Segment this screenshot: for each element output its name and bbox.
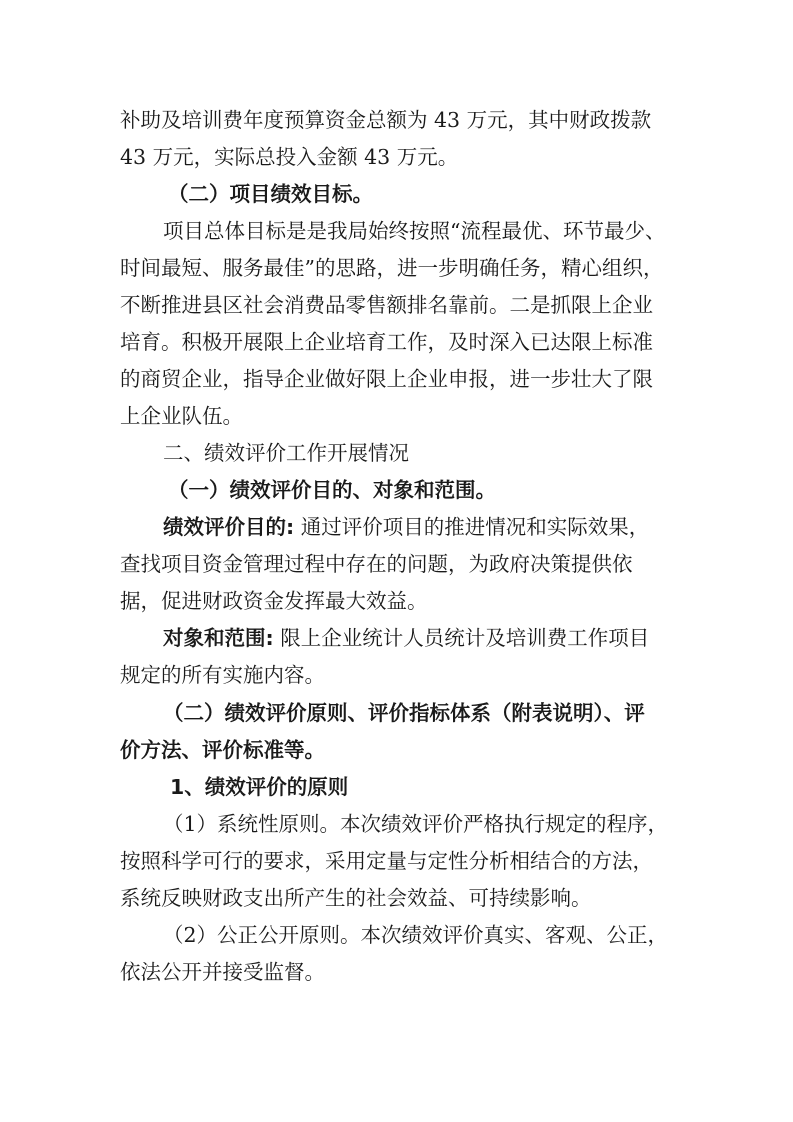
body-text-line: 按照科学可行的要求，采用定量与定性分析相结合的方法， xyxy=(120,849,653,873)
body-text-line: 不断推进县区社会消费品零售额排名靠前。二是抓限上企业 xyxy=(120,293,653,317)
purpose-paragraph-line xyxy=(163,509,649,545)
scope-paragraph-line xyxy=(163,620,649,656)
body-text-line: 查找项目资金管理过程中存在的问题，为政府决策提供依 xyxy=(120,552,633,576)
body-text-line: 据，促进财政资金发挥最大效益。 xyxy=(120,589,428,613)
chapter-heading: 二、绩效评价工作开展情况 xyxy=(163,441,409,465)
body-text-line: 43 万元，实际总投入金额 43 万元。 xyxy=(120,145,459,169)
scope-label: 对象和范围: xyxy=(163,626,274,650)
body-text-line: 的商贸企业，指导企业做好限上企业申报，进一步壮大了限 xyxy=(120,367,653,391)
purpose-text: 通过评价项目的推进情况和实际效果， xyxy=(300,515,650,539)
subsection-heading: 1、绩效评价的原则 xyxy=(170,775,349,799)
section-heading-continued: 价方法、评价标准等。 xyxy=(120,738,325,762)
section-heading: （二）项目绩效目标。 xyxy=(168,182,373,206)
body-text-line: 培育。积极开展限上企业培育工作，及时深入已达限上标准 xyxy=(120,330,653,354)
body-text-line: （2）公正公开原则。本次绩效评价真实、客观、公正， xyxy=(163,923,669,947)
body-text-line: （1）系统性原则。本次绩效评价严格执行规定的程序， xyxy=(163,812,669,836)
body-text-line: 时间最短、服务最佳”的思路，进一步明确任务，精心组织， xyxy=(120,256,664,280)
section-heading: （一）绩效评价目的、对象和范围。 xyxy=(168,478,496,502)
body-text-line: 上企业队伍。 xyxy=(120,404,243,428)
body-text-line: 规定的所有实施内容。 xyxy=(120,663,325,687)
scope-text: 限上企业统计人员统计及培训费工作项目 xyxy=(280,626,650,650)
body-text-line: 依法公开并接受监督。 xyxy=(120,960,325,984)
purpose-label: 绩效评价目的: xyxy=(163,515,295,539)
body-text-line: 项目总体目标是是我局始终按照“流程最优、环节最少、 xyxy=(163,219,666,243)
section-heading: （二）绩效评价原则、评价指标体系（附表说明）、评 xyxy=(163,701,645,725)
body-text-line: 补助及培训费年度预算资金总额为 43 万元，其中财政拨款 xyxy=(120,108,652,132)
body-text-line: 系统反映财政支出所产生的社会效益、可持续影响。 xyxy=(120,886,592,910)
